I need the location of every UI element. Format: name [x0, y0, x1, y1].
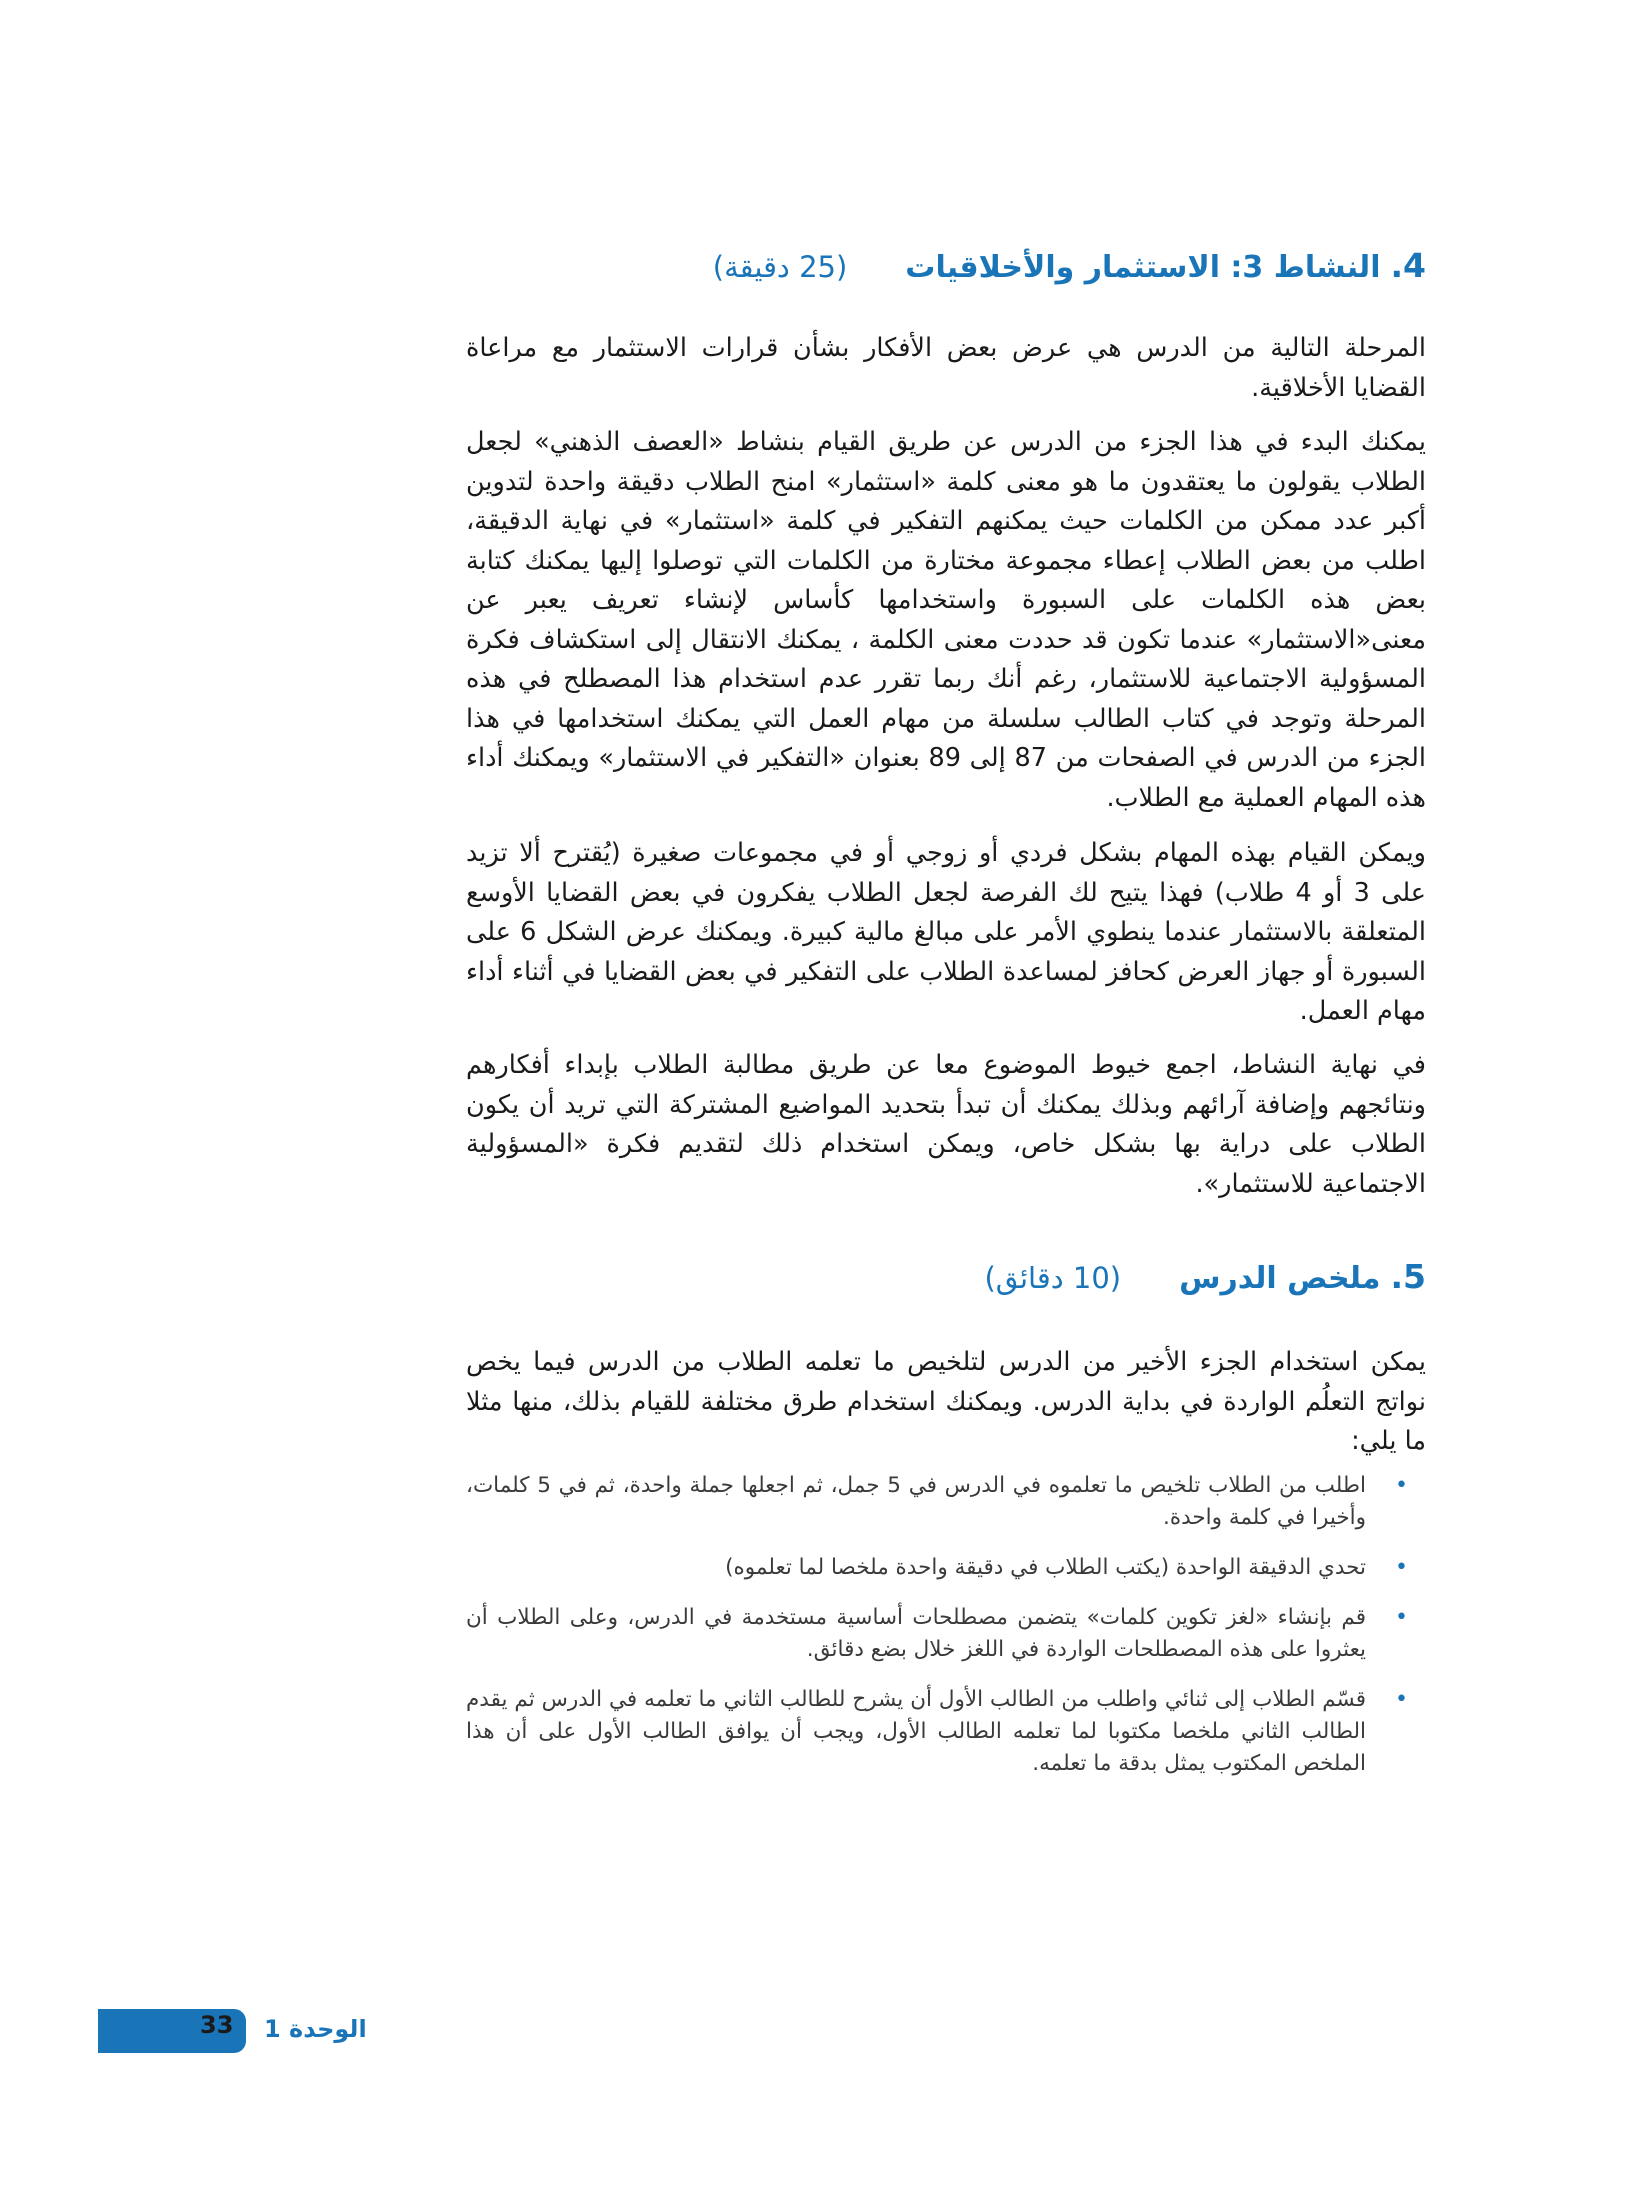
unit-label: الوحدة 1	[264, 2015, 367, 2043]
section-4-number: 4.	[1390, 246, 1426, 285]
list-item	[466, 1470, 1426, 1534]
list-item	[466, 1684, 1426, 1780]
section-4-title: النشاط 3: الاستثمار والأخلاقيات	[905, 250, 1381, 285]
section-4-duration: (25 دقيقة)	[712, 250, 848, 284]
bullet-icon: •	[1395, 1687, 1408, 1712]
bullet-icon: •	[1395, 1473, 1408, 1498]
list-item	[466, 1602, 1426, 1666]
page-number: 33	[200, 2011, 234, 2039]
list-item-text: قسّم الطلاب إلى ثنائي واطلب من الطالب الأول أن يشرح للطالب الثاني ما تعلمه في الدرس ثم يقدم الطالب الثاني ملخصا مكتوبا لما تعلمه الطالب الأول، ويجب أن يوافق الطالب الأول على أن هذا الملخص المكتوب يمثل بدقة ما تعلمه.	[466, 1687, 1366, 1776]
list-item-text: تحدي الدقيقة الواحدة (يكتب الطلاب في دقيقة واحدة ملخصا لما تعلموه)	[725, 1555, 1366, 1580]
list-item	[466, 1552, 1426, 1584]
section-4-heading	[713, 246, 1426, 285]
summary-methods-list	[466, 1470, 1426, 1798]
section-5-number: 5.	[1390, 1257, 1426, 1296]
list-item-text: اطلب من الطلاب تلخيص ما تعلموه في الدرس في 5 جمل، ثم اجعلها جملة واحدة، ثم في 5 كلمات، وأخيرا في كلمة واحدة.	[466, 1473, 1366, 1530]
section-4-paragraph-2: يمكنك البدء في هذا الجزء من الدرس عن طريق القيام بنشاط «العصف الذهني» لجعل الطلاب يقولون ما يعتقدون ما هو معنى كلمة «استثمار» امنح الطلاب دقيقة واحدة لتدوين أكبر عدد ممكن من الكلمات حيث يمكنهم التفكير في كلمة «استثمار» في نهاية الدقيقة، اطلب من بعض الطلاب إعطاء مجموعة مختارة من الكلمات التي توصلوا إليها يمكنك كتابة بعض هذه الكلمات على السبورة واستخدامها كأساس لإنشاء تعريف يعبر عن معنى«الاستثمار» عندما تكون قد حددت معنى الكلمة ، يمكنك الانتقال إلى استكشاف فكرة المسؤولية الاجتماعية للاستثمار، رغم أنك ربما تقرر عدم استخدام هذا المصطلح في هذه المرحلة وتوجد في كتاب الطالب سلسلة من مهام العمل التي يمكنك استخدامها في هذا الجزء من الدرس في الصفحات من 87 إلى 89 بعنوان «التفكير في الاستثمار» ويمكنك أداء هذه المهام العملية مع الطلاب.	[466, 427, 1426, 813]
section-4-paragraph-1: المرحلة التالية من الدرس هي عرض بعض الأفكار بشأن قرارات الاستثمار مع مراعاة القضايا الأخلاقية.	[466, 333, 1426, 403]
section-5-title: ملخص الدرس	[1179, 1261, 1381, 1296]
section-5-duration: (10 دقائق)	[984, 1261, 1122, 1295]
section-4-paragraph-3: ويمكن القيام بهذه المهام بشكل فردي أو زوجي أو في مجموعات صغيرة (يُقترح ألا تزيد على 3 أو 4 طلاب) فهذا يتيح لك الفرصة لجعل الطلاب يفكرون في بعض القضايا الأوسع المتعلقة بالاستثمار عندما ينطوي الأمر على مبالغ مالية كبيرة. ويمكنك عرض الشكل 6 على السبورة أو جهاز العرض كحافز لمساعدة الطلاب على التفكير في بعض القضايا في أثناء أداء مهام العمل.	[466, 838, 1426, 1026]
section-4-paragraph-4: في نهاية النشاط، اجمع خيوط الموضوع معا عن طريق مطالبة الطلاب بإبداء أفكارهم ونتائجهم وإضافة آرائهم وبذلك يمكنك أن تبدأ بتحديد المواضيع المشتركة التي تريد أن يكون الطلاب على دراية بها بشكل خاص، ويمكن استخدام ذلك لتقديم فكرة «المسؤولية الاجتماعية للاستثمار».	[466, 1050, 1426, 1199]
list-item-text: قم بإنشاء «لغز تكوين كلمات» يتضمن مصطلحات أساسية مستخدمة في الدرس، وعلى الطلاب أن يعثروا على هذه المصطلحات الواردة في اللغز خلال بضع دقائق.	[466, 1605, 1366, 1662]
bullet-icon: •	[1395, 1555, 1408, 1580]
section-5-heading	[984, 1257, 1426, 1296]
section-5-intro: يمكن استخدام الجزء الأخير من الدرس لتلخيص ما تعلمه الطلاب من الدرس فيما يخص نواتج التعلُم الواردة في بداية الدرس. ويمكنك استخدام طرق مختلفة للقيام بذلك، منها مثلا ما يلي:	[466, 1347, 1426, 1456]
bullet-icon: •	[1395, 1605, 1408, 1630]
